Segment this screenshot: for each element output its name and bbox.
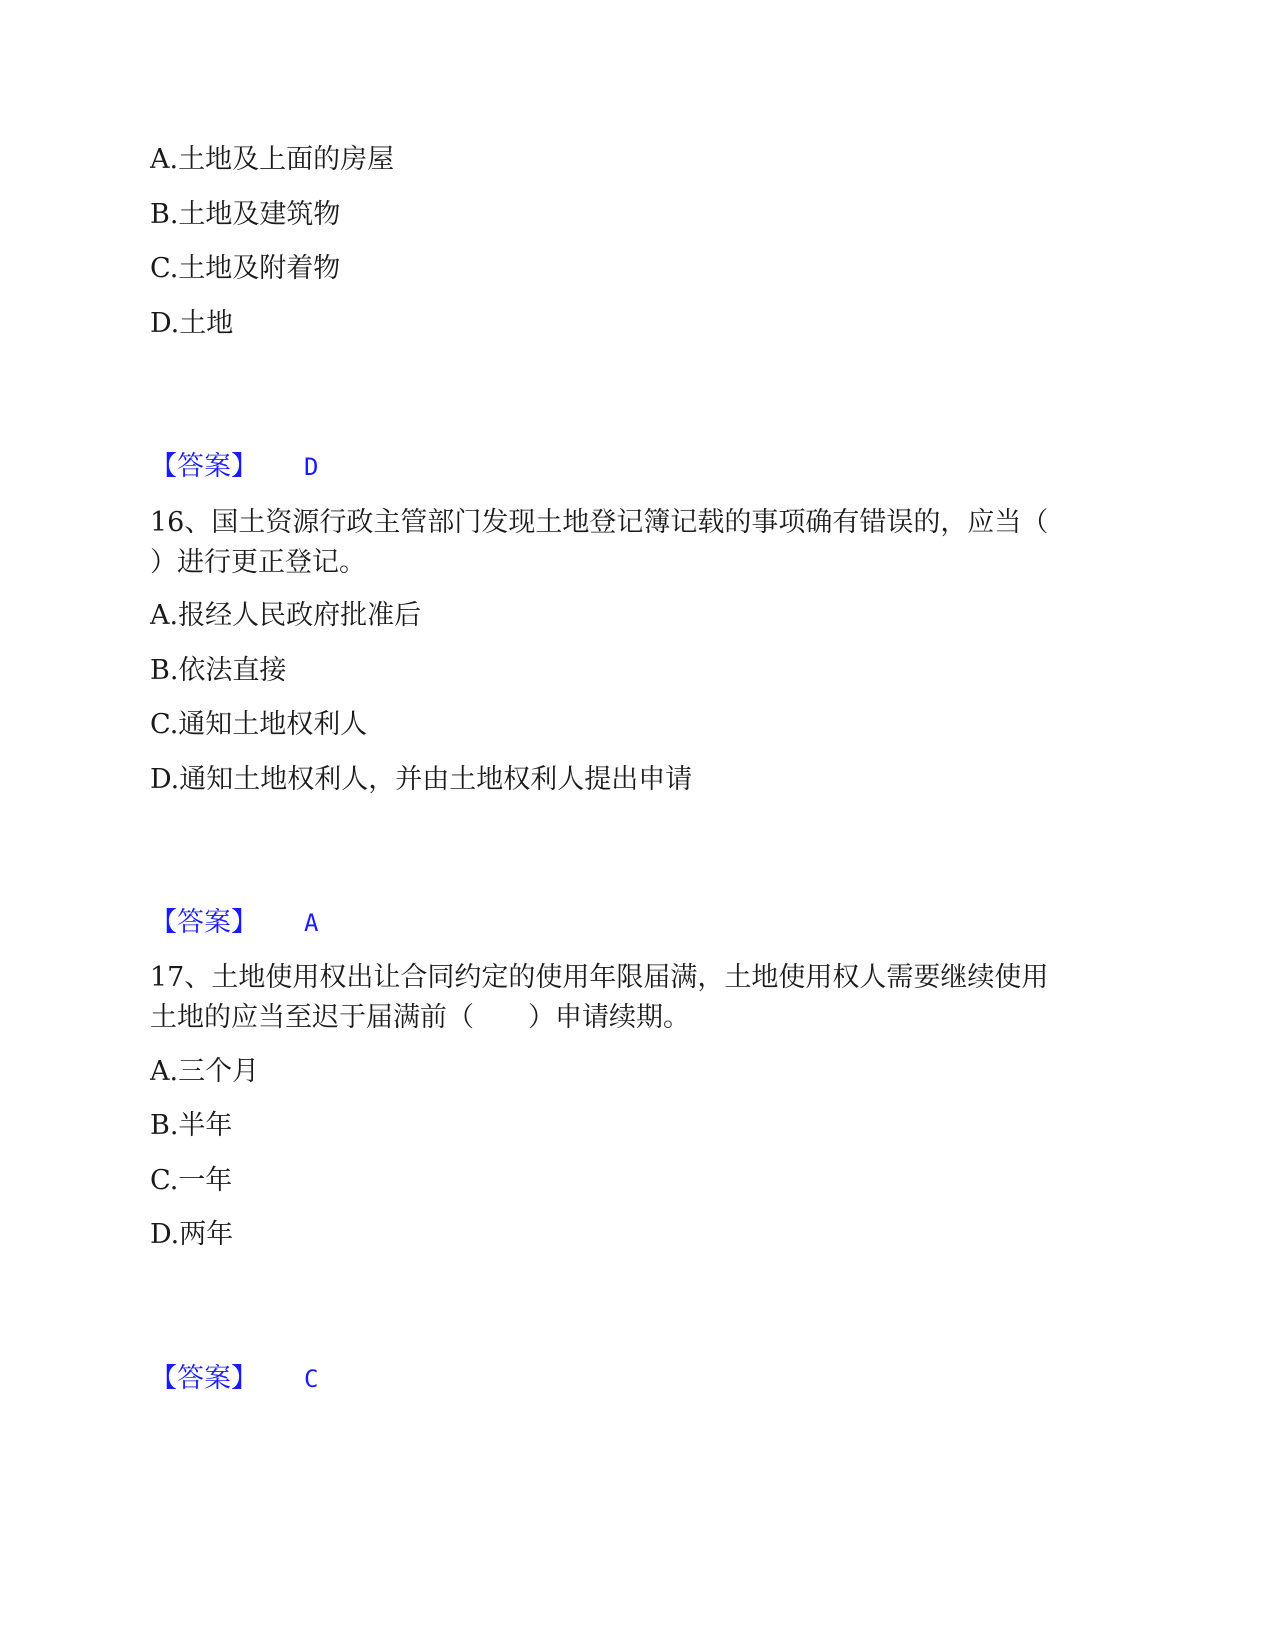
answer-label: 【答案】	[150, 1363, 258, 1394]
answer-label: 【答案】	[150, 907, 258, 938]
q17-question	[150, 958, 1110, 1038]
q17-option-a: A.三个月	[150, 1056, 260, 1087]
q17-answer	[150, 1359, 318, 1399]
answer-label: 【答案】	[150, 451, 258, 482]
q16-option-b: B.依法直接	[150, 655, 287, 686]
q15-option-b: B.土地及建筑物	[150, 199, 341, 230]
q17-question-line2: 土地的应当至迟于届满前（ ）申请续期。	[150, 1002, 690, 1033]
q17-question-line1: 17、土地使用权出让合同约定的使用年限届满，土地使用权人需要继续使用	[150, 962, 1049, 993]
q15-option-d: D.土地	[150, 308, 234, 339]
answer-value: A	[304, 909, 319, 937]
q16-answer	[150, 903, 318, 943]
q17-option-c: C.一年	[150, 1165, 233, 1196]
q15-option-c: C.土地及附着物	[150, 253, 341, 284]
q16-option-d: D.通知土地权利人，并由土地权利人提出申请	[150, 764, 693, 795]
answer-value: C	[304, 1365, 319, 1393]
q16-question	[150, 503, 1110, 583]
q15-option-a: A.土地及上面的房屋	[150, 144, 395, 175]
q16-question-line1: 16、国土资源行政主管部门发现土地登记簿记载的事项确有错误的，应当（	[150, 507, 1049, 538]
q16-option-a: A.报经人民政府批准后	[150, 600, 422, 631]
q16-option-c: C.通知土地权利人	[150, 709, 368, 740]
answer-value: D	[304, 453, 319, 481]
q16-question-line2: ）进行更正登记。	[150, 547, 366, 578]
q17-option-b: B.半年	[150, 1110, 233, 1141]
q15-answer	[150, 447, 318, 487]
q17-option-d: D.两年	[150, 1219, 234, 1250]
